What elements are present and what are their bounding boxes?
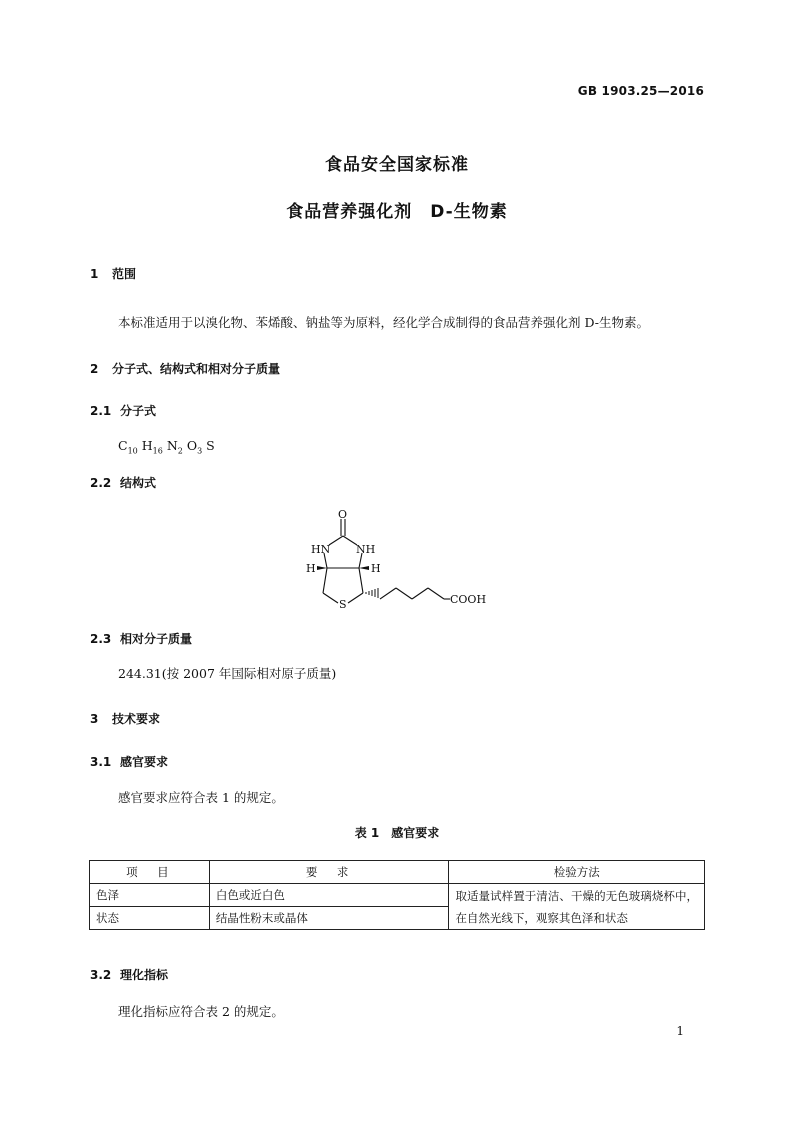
hydrogen-left-label: H <box>306 562 316 575</box>
section-title: 范围 <box>112 267 137 281</box>
section-number: 2.3 <box>90 632 112 646</box>
row-item: 状态 <box>90 907 210 930</box>
oxygen-label: O <box>338 508 348 521</box>
nh-label: NH <box>356 543 376 556</box>
physchem-paragraph: 理化指标应符合表 2 的规定。 <box>118 1004 284 1019</box>
table-1-caption: 表 1 感官要求 <box>354 826 440 840</box>
hydrogen-right-label: H <box>371 562 381 575</box>
molecular-mass-paragraph: 244.31(按 2007 年国际相对原子质量) <box>118 666 337 681</box>
section-title: 感官要求 <box>120 755 169 769</box>
sulfur-label: S <box>339 598 347 611</box>
row-requirement: 白色或近白色 <box>209 884 449 907</box>
section-title: 相对分子质量 <box>120 632 193 646</box>
section-title: 理化指标 <box>120 968 169 982</box>
sensory-requirements-table <box>89 860 705 930</box>
section-title: 结构式 <box>120 476 157 490</box>
section-2-3-heading <box>90 630 192 647</box>
table-header-row <box>90 861 705 884</box>
section-2-heading <box>90 360 280 377</box>
section-number: 2.2 <box>90 476 112 490</box>
sensory-paragraph: 感官要求应符合表 1 的规定。 <box>118 790 284 805</box>
doc-title-line2: 食品营养强化剂 D-生物素 <box>286 202 508 222</box>
section-3-2-heading <box>90 966 168 983</box>
table-row <box>90 884 705 907</box>
section-number: 3.1 <box>90 755 112 769</box>
doc-title-line1: 食品安全国家标准 <box>325 155 469 175</box>
section-number: 2 <box>90 362 99 376</box>
section-3-1-heading <box>90 753 168 770</box>
section-title: 技术要求 <box>112 712 161 726</box>
row-requirement: 结晶性粉末或晶体 <box>209 907 449 930</box>
section-1-heading <box>90 265 136 282</box>
page-number: 1 <box>676 1024 684 1038</box>
section-2-2-heading <box>90 474 156 491</box>
section-number: 3.2 <box>90 968 112 982</box>
standard-code: GB 1903.25—2016 <box>577 84 704 98</box>
row-method: 取适量试样置于清洁、干燥的无色玻璃烧杯中，在自然光线下，观察其色泽和状态 <box>449 884 705 930</box>
header-method: 检验方法 <box>449 861 705 884</box>
row-item: 色泽 <box>90 884 210 907</box>
header-requirement: 要 求 <box>209 861 449 884</box>
molecular-formula: $C_{10}$ $H_{16}$ $N_2$ $O_3$ S <box>118 438 215 456</box>
hn-label: HN <box>311 543 331 556</box>
cooh-label: COOH <box>450 593 487 606</box>
section-3-heading <box>90 710 160 727</box>
section-number: 1 <box>90 267 99 281</box>
section-number: 3 <box>90 712 99 726</box>
section-number: 2.1 <box>90 404 112 418</box>
section-2-1-heading <box>90 402 156 419</box>
section-title: 分子式 <box>120 404 157 418</box>
section-title: 分子式、结构式和相对分子质量 <box>112 362 281 376</box>
header-item: 项 目 <box>90 861 210 884</box>
structural-formula-diagram <box>300 505 500 615</box>
scope-paragraph: 本标准适用于以溴化物、苯烯酸、钠盐等为原料，经化学合成制得的食品营养强化剂 D-生物素。 <box>118 315 649 330</box>
